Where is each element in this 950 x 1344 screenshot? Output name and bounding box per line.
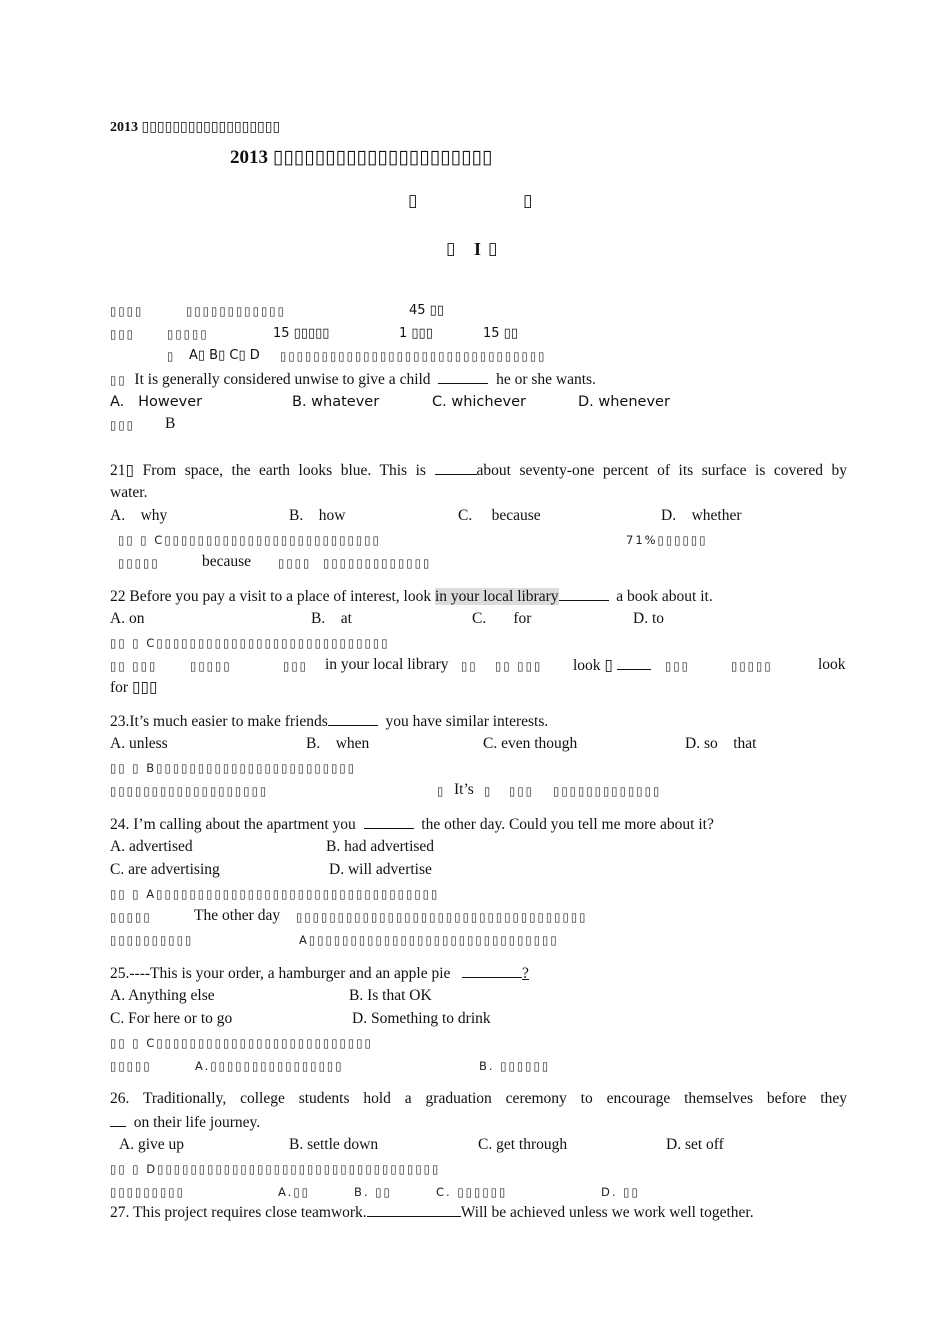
example-prefix: ▯▯ [110,373,127,387]
q26-stem: 26. Traditionally, college students hold a graduation ceremony to encourage themselves before they [110,1090,847,1107]
example-answer: B [165,415,176,432]
q21-blank [435,460,477,475]
q24-option-a: A. advertised [110,838,193,855]
q22-highlight: in your local library [434,588,559,605]
q22-text-a: 22 Before you pay a visit to a place of interest, look [110,588,432,605]
example-option-a: A. However [110,394,203,410]
q24-explanation-2a: ▯▯▯▯▯ [110,910,152,924]
q21-option-b-text: how [318,507,346,524]
intro-per-question: 1 ▯▯▯ [399,326,433,341]
q24-option-b: B. had advertised [326,838,435,855]
q22-explanation-2b: ▯▯▯▯▯ [190,659,232,673]
q26-explanation-2a: ▯▯▯▯▯▯▯▯▯ [110,1185,185,1199]
q26-option-b: B. settle down [289,1136,379,1153]
q23-option-b: B. when [306,735,370,752]
q24-explanation-2b: The other day [194,907,281,924]
small-title-text: 2013 ▯▯▯▯▯▯▯▯▯▯▯▯▯▯▯▯▯▯ [110,120,281,135]
q22-blank [559,586,609,601]
example-stem-a: It is generally considered unwise to give a child [134,371,431,388]
q22-explanation-2a: ▯▯ ▯▯▯ [110,659,158,673]
example-option-c: C. whichever [432,394,526,410]
q23-explanation-2e: ▯▯▯ [509,784,534,798]
q25-option-c: C. For here or to go [110,1010,233,1027]
q24-option-c: C. are advertising [110,861,220,878]
q21-stem [110,460,847,481]
q23-explanation-2d: ▯ [484,784,493,798]
q22-explanation-blank [617,655,651,670]
q26-explanation-1: ▯▯ ▯ D▯▯▯▯▯▯▯▯▯▯▯▯▯▯▯▯▯▯▯▯▯▯▯▯▯▯▯▯▯▯▯▯▯▯ [110,1162,441,1176]
q21-option-b [289,506,345,526]
q27-text-a: 27. This project requires close teamwork. [110,1204,367,1221]
q23-explanation-2a: ▯▯▯▯▯▯▯▯▯▯▯▯▯▯▯▯▯▯▯ [110,784,269,798]
q25-explanation-2a: ▯▯▯▯▯ [110,1059,152,1073]
intro-section-title: ▯▯▯▯▯ [167,327,209,341]
example-option-b: B. whatever [292,394,380,410]
q21-option-c-letter: C. [458,507,473,524]
q25-explanation-2c: B. ▯▯▯▯▯▯ [479,1059,551,1073]
q22-explanation-2h: ▯▯▯ [665,659,690,673]
intro-part-title: ▯▯▯▯▯▯▯▯▯▯▯▯ [186,304,286,318]
q23-blank [328,711,378,726]
q21-explanation-1b: 71%▯▯▯▯▯▯ [626,533,708,547]
intro-instruction-lead: ▯ [167,349,176,363]
q21-option-d-text: whether [691,507,742,524]
q23-explanation-2c: It’s [454,781,474,798]
q23-explanation-1: ▯▯ ▯ B▯▯▯▯▯▯▯▯▯▯▯▯▯▯▯▯▯▯▯▯▯▯▯▯ [110,761,357,775]
volume-right: ▯ [488,239,498,258]
example-stem [110,369,596,390]
q24-option-d: D. will advertise [329,861,432,878]
q23-explanation-2b: ▯ [437,784,446,798]
q24-explanation-1: ▯▯ ▯ A▯▯▯▯▯▯▯▯▯▯▯▯▯▯▯▯▯▯▯▯▯▯▯▯▯▯▯▯▯▯▯▯▯▯ [110,887,440,901]
q22-option-b: B. at [311,610,352,627]
q24-stem [110,814,714,835]
q23-text-b: you have similar interests. [385,713,549,730]
q25-question-mark: ? [522,965,529,982]
q23-option-d: D. so that [685,735,757,752]
q23-explanation-2f: ▯▯▯▯▯▯▯▯▯▯▯▯▯ [553,784,662,798]
intro-section-score: 15 ▯▯ [483,326,518,341]
intro-instruction-text: ▯▯▯▯▯▯▯▯▯▯▯▯▯▯▯▯▯▯▯▯▯▯▯▯▯▯▯▯▯▯▯▯ [280,349,547,363]
example-answer-label: ▯▯▯ [110,418,135,432]
q21-text-b: about seventy-one percent of its surface is covered by [476,462,848,479]
q24-blank [364,814,414,829]
intro-part-label: ▯▯▯▯ [110,304,144,318]
q21-option-a-letter: A. [110,507,126,524]
q21-option-c-text: because [491,507,541,524]
q23-option-c: C. even though [483,735,578,752]
q21-option-a [110,506,167,526]
q26-explanation-2d: C. ▯▯▯▯▯▯ [436,1185,508,1199]
q22-explanation-2j: look [818,656,846,673]
q25-option-d: D. Something to drink [352,1010,491,1027]
q21-option-d [661,506,742,526]
q24-explanation-2c: ▯▯▯▯▯▯▯▯▯▯▯▯▯▯▯▯▯▯▯▯▯▯▯▯▯▯▯▯▯▯▯▯▯▯▯ [296,910,588,924]
subject-left: ▯ [408,191,418,210]
q21-stem-cont: water. [110,484,148,501]
intro-section-label: ▯▯▯ [110,327,135,341]
q26-option-c: C. get through [478,1136,568,1153]
example-option-d: D. whenever [578,394,670,410]
q21-option-a-text: why [140,507,168,524]
q21-text-a: From space, the earth looks blue. This is [142,462,426,479]
q25-explanation-2b: A.▯▯▯▯▯▯▯▯▯▯▯▯▯▯▯▯ [195,1059,344,1073]
q24-text-b: the other day. Could you tell me more about it? [421,816,714,833]
subject-right: ▯ [523,191,533,210]
q27-blank [367,1202,461,1217]
q22-explanation-1: ▯▯ ▯ C▯▯▯▯▯▯▯▯▯▯▯▯▯▯▯▯▯▯▯▯▯▯▯▯▯▯▯▯ [110,636,390,650]
volume-left: ▯ [446,239,456,258]
q25-text-a: 25.----This is your order, a hamburger and an apple pie [110,965,451,982]
q25-option-a: A. Anything else [110,987,215,1004]
example-stem-b: he or she wants. [496,371,596,388]
volume-number: I [474,239,482,259]
intro-options-letters: A▯ B▯ C▯ D [189,348,260,363]
intro-part-score: 45 ▯▯ [409,303,444,318]
q22-explanation-2g [573,655,651,676]
q26-explanation-2c: B. ▯▯ [354,1185,392,1199]
q21-option-b-letter: B. [289,507,304,524]
q25-stem [110,963,529,984]
intro-question-count: 15 ▯▯▯▯▯ [273,326,330,341]
q21-explanation-1: ▯▯ ▯ C▯▯▯▯▯▯▯▯▯▯▯▯▯▯▯▯▯▯▯▯▯▯▯▯▯▯ [118,533,381,547]
q22-option-a: A. on [110,610,145,627]
main-title: 2013 ▯▯▯▯▯▯▯▯▯▯▯▯▯▯▯▯▯▯▯▯▯ [230,147,493,168]
q24-text-a: 24. I’m calling about the apartment you [110,816,356,833]
example-blank [438,369,488,384]
q21-explanation-2a: ▯▯▯▯▯ [118,556,160,570]
q26-explanation-2b: A.▯▯ [278,1185,310,1199]
q21-option-d-letter: D. [661,507,677,524]
q24-explanation-3b: A▯▯▯▯▯▯▯▯▯▯▯▯▯▯▯▯▯▯▯▯▯▯▯▯▯▯▯▯▯▯ [299,933,559,947]
q22-explanation-3: for ▯▯▯ [110,679,158,696]
q22-explanation-2i: ▯▯▯▯▯ [731,659,773,673]
q21-explanation-2c: ▯▯▯▯ [278,556,312,570]
q26-stem-cont [110,1112,260,1133]
q21-explanation-2b: because [202,553,252,570]
q22-option-d: D. to [633,610,664,627]
q22-stem [110,586,713,607]
q23-text-a: 23.It’s much easier to make friends [110,713,328,730]
q25-option-b: B. Is that OK [349,987,432,1004]
q26-text-b: on their life journey. [133,1114,261,1131]
q26-blank [110,1112,126,1127]
q26-option-d: D. set off [666,1136,724,1153]
q22-explanation-2e: ▯▯ [461,659,478,673]
q22-explanation-look: look ▯ [573,657,613,674]
small-title [110,118,280,138]
q25-explanation-1: ▯▯ ▯ C▯▯▯▯▯▯▯▯▯▯▯▯▯▯▯▯▯▯▯▯▯▯▯▯▯▯ [110,1036,373,1050]
q24-explanation-3a: ▯▯▯▯▯▯▯▯▯▯ [110,933,194,947]
q22-explanation-2d: in your local library [325,656,449,673]
q22-text-b: a book about it. [616,588,713,605]
q23-stem [110,711,548,732]
q21-option-c [458,506,541,526]
q21-number: 21▯ [110,462,135,479]
q27-stem [110,1202,754,1223]
q22-explanation-2f: ▯▯ ▯▯▯ [495,659,543,673]
q27-text-b: Will be achieved unless we work well together. [460,1204,754,1221]
q22-option-c: C. for [472,610,532,627]
q23-option-a: A. unless [110,735,168,752]
q26-option-a: A. give up [119,1136,185,1153]
q22-explanation-2c: ▯▯▯ [283,659,308,673]
q25-blank [462,963,522,978]
q26-explanation-2e: D. ▯▯ [601,1185,640,1199]
q21-explanation-2d: ▯▯▯▯▯▯▯▯▯▯▯▯▯ [323,556,432,570]
